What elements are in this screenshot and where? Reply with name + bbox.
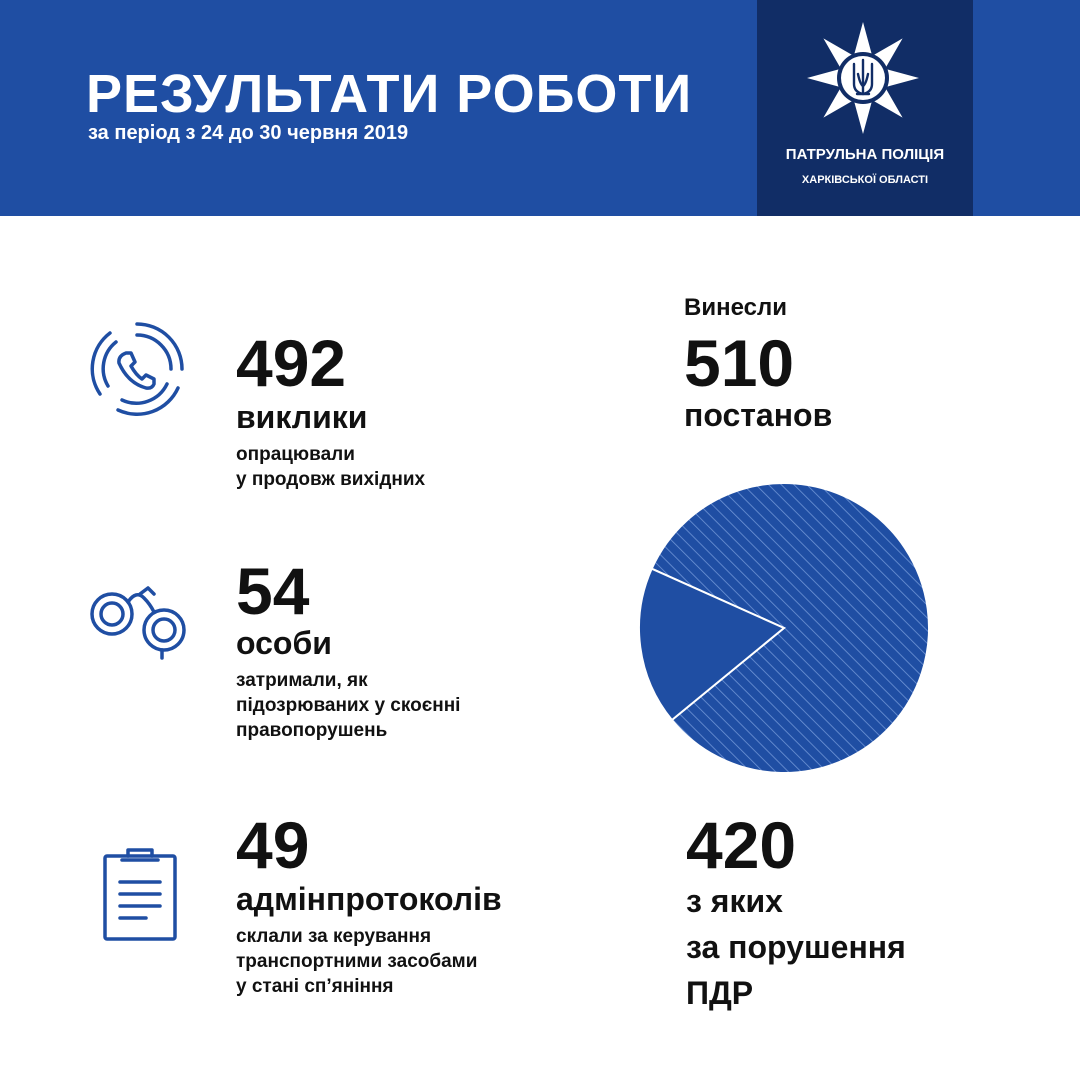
detained-number: 54 (236, 554, 310, 628)
protocols-number: 49 (236, 808, 310, 882)
calls-label: виклики (236, 399, 368, 435)
logo-panel (757, 0, 973, 216)
police-star-trident-icon (807, 22, 919, 134)
detained-label: особи (236, 625, 332, 661)
page-title: РЕЗУЛЬТАТИ РОБОТИ (86, 64, 693, 124)
protocols-description: склали за керування транспортними засобами у стані сп’яніння (236, 926, 478, 997)
calls-description: опрацювали у продовж вихідних (236, 444, 426, 490)
logo-subtitle: ХАРКІВСЬКОЇ ОБЛАСТІ (801, 174, 929, 186)
resolutions-intro: Винесли (684, 294, 787, 321)
resolutions-part-number: 420 (686, 808, 797, 882)
page-subtitle: за період з 24 до 30 червня 2019 (88, 122, 409, 144)
resolutions-total-label: постанов (684, 397, 833, 433)
handcuffs-icon (88, 580, 190, 660)
resolutions-total: 510 (684, 326, 795, 400)
header-banner (0, 0, 1080, 216)
resolutions-pie-chart (638, 482, 930, 774)
protocols-label: адмінпротоколів (236, 881, 502, 917)
logo-title: ПАТРУЛЬНА ПОЛІЦІЯ (785, 146, 945, 163)
resolutions-part-label: з яких за порушення ПДР (686, 883, 906, 1011)
detained-description: затримали, як підозрюваних у скоєнні правопорушень (236, 670, 461, 741)
phone-icon (88, 320, 186, 418)
calls-number: 492 (236, 326, 347, 400)
clipboard-icon (102, 846, 178, 942)
